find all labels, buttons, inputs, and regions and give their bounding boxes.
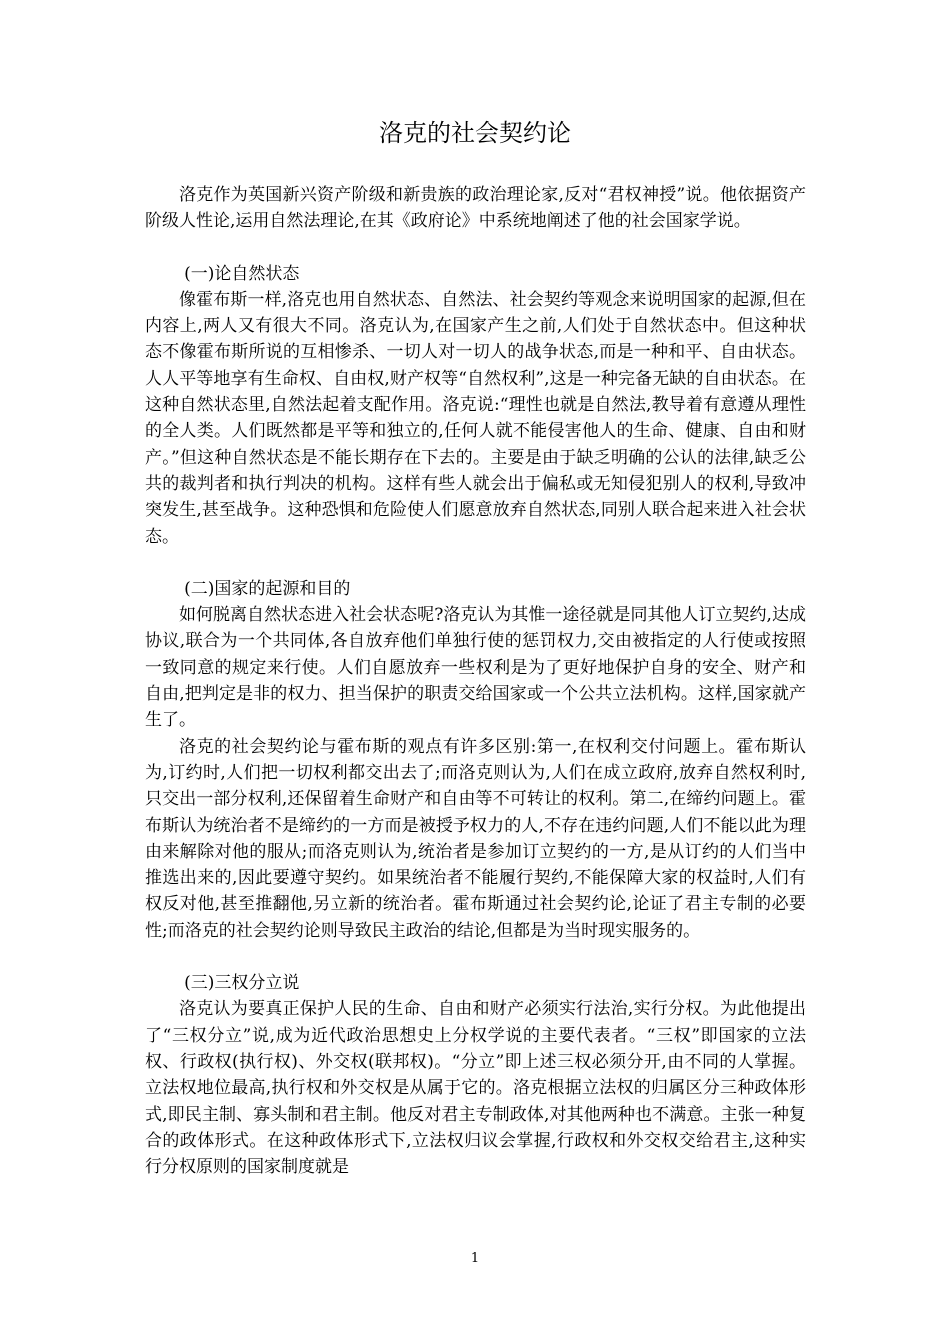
section-gap <box>145 550 806 576</box>
intro-paragraph: 洛克作为英国新兴资产阶级和新贵族的政治理论家,反对“君权神授”说。他依据资产阶级人性论,运用自然法理论,在其《政府论》中系统地阐述了他的社会国家学说。 <box>145 185 806 232</box>
section-paragraph: 洛克的社会契约论与霍布斯的观点有许多区别:第一,在权利交付问题上。霍布斯认为,订约时,人们把一切权利都交出去了;而洛克则认为,人们在成立政府,放弃自然权利时,只交出一部分权利,还保留着生命财产和自由等不可转让的权利。第二,在缔约问题上。霍布斯认为统治者不是缔约的一方而是被授予权力的人,不存在违约问题,人们不能以此为理由来解除对他的服从;而洛克则认为,统治者是参加订立契约的一方,是从订约的人们当中推选出来的,因此要遵守契约。如果统治者不能履行契约,不能保障大家的权益时,人们有权反对他,甚至推翻他,另立新的统治者。霍布斯通过社会契约论,论证了君主专制的必要性;而洛克的社会契约论则导致民主政治的结论,但都是为当时现实服务的。 <box>145 736 806 941</box>
section-paragraph: 洛克认为要真正保护人民的生命、自由和财产必须实行法治,实行分权。为此他提出了“三权分立”说,成为近代政治思想史上分权学说的主要代表者。“三权”即国家的立法权、行政权(执行权)、外交权(联邦权)。“分立”即上述三权必须分开,由不同的人掌握。立法权地位最高,执行权和外交权是从属于它的。洛克根据立法权的归属区分三种政体形式,即民主制、寡头制和君主制。他反对君主专制政体,对其他两种也不满意。主张一种复合的政体形式。在这种政体形式下,立法权归议会掌握,行政权和外交权交给君主,这种实行分权原则的国家制度就是 <box>145 999 806 1178</box>
section-gap <box>145 944 806 970</box>
section-natural-state <box>145 261 806 550</box>
section-separation-of-powers <box>145 970 806 1180</box>
section-gap <box>145 235 806 261</box>
section-paragraph: 如何脱离自然状态进入社会状态呢?洛克认为其惟一途径就是同其他人订立契约,达成协议,联合为一个共同体,各自放弃他们单独行使的惩罚权力,交由被指定的人行使或按照一致同意的规定来行使。人们自愿放弃一些权利是为了更好地保护自身的安全、财产和自由,把判定是非的权力、担当保护的职责交给国家或一个公共立法机构。这样,国家就产生了。 <box>145 605 806 731</box>
document-body <box>145 182 806 1180</box>
section-heading: (三)三权分立说 <box>184 973 300 994</box>
section-state-origin <box>145 576 806 944</box>
section-heading: (一)论自然状态 <box>184 263 300 284</box>
section-heading: (二)国家的起源和目的 <box>184 578 351 599</box>
section-paragraph: 像霍布斯一样,洛克也用自然状态、自然法、社会契约等观念来说明国家的起源,但在内容上,两人又有很大不同。洛克认为,在国家产生之前,人们处于自然状态中。但这种状态不像霍布斯所说的互相惨杀、一切人对一切人的战争状态,而是一种和平、自由状态。人人平等地享有生命权、自由权,财产权等“自然权利”,这是一种完备无缺的自由状态。在这种自然状态里,自然法起着支配作用。洛克说:“理性也就是自然法,教导着有意遵从理性的全人类。人们既然都是平等和独立的,任何人就不能侵害他人的生命、健康、自由和财产。”但这种自然状态是不能长期存在下去的。主要是由于缺乏明确的公认的法律,缺乏公共的裁判者和执行判决的机构。这样有些人就会出于偏私或无知侵犯别人的权利,导致冲突发生,甚至战争。这种恐惧和危险使人们愿意放弃自然状态,同别人联合起来进入社会状态。 <box>145 289 806 547</box>
document-title: 洛克的社会契约论 <box>379 119 571 147</box>
page-number: 1 <box>470 1251 480 1266</box>
